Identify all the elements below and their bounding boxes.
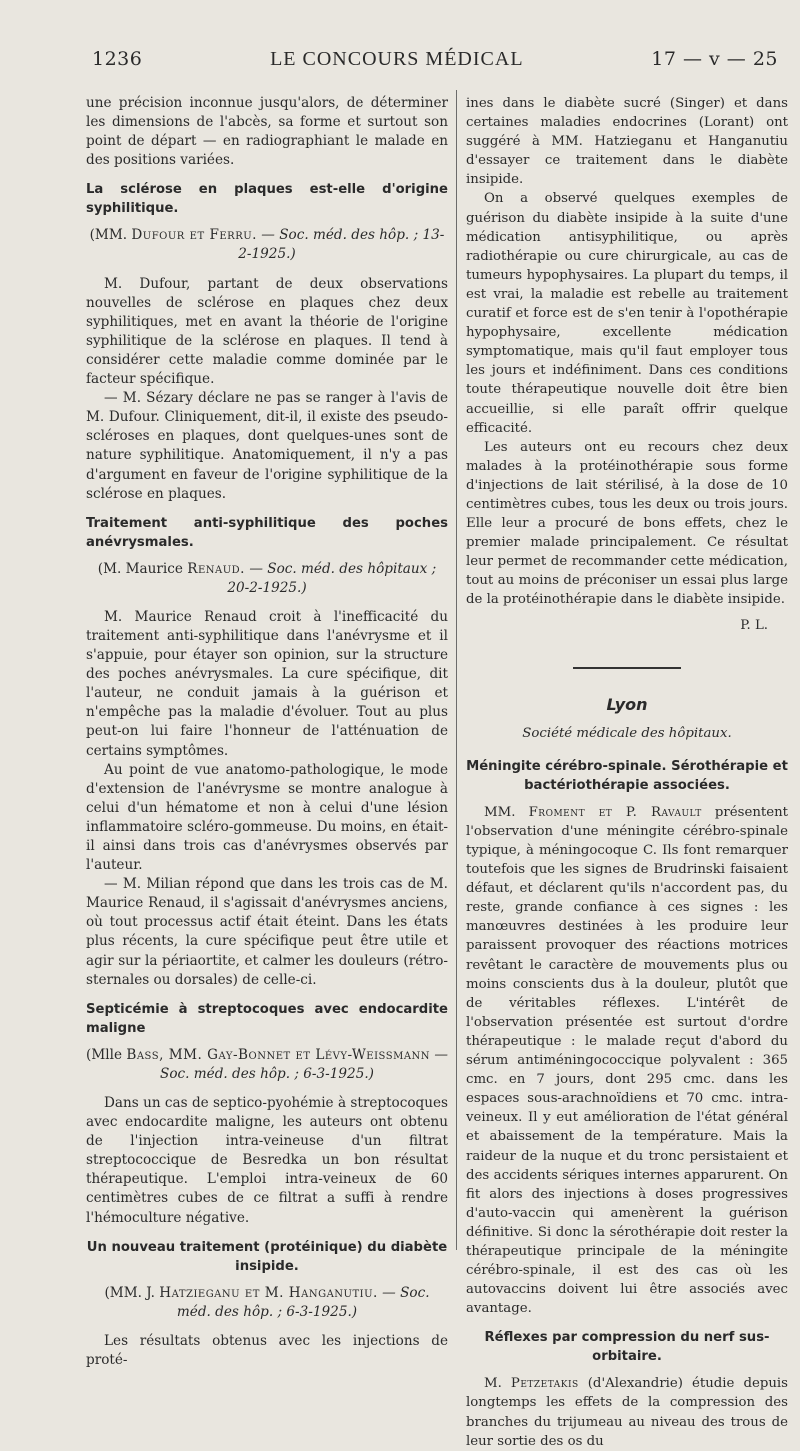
section-title-reflexes: Réflexes par compression du nerf sus-orbitaire. [484, 1330, 770, 1365]
city-heading: Lyon [606, 694, 648, 714]
section-separator [573, 667, 681, 669]
reference-septicemie: (Mlle Bass, MM. Gay-Bonnet et Lévy-Weissmann — Soc. méd. des hôp. ; 6-3-1925.) [86, 1046, 448, 1082]
reference-sclerose: (MM. Dufour et Ferru. — Soc. méd. des hôp. ; 13-2-1925.) [89, 227, 445, 263]
section-title-sclerose: La sclérose en plaques est-elle d'origine syphilitique. [86, 182, 448, 217]
issue-date: 17 — v — 25 [651, 48, 778, 70]
paragraph: — M. Milian répond que dans les trois cas de M. Maurice Renaud, il s'agissait d'anévrysmes anciens, où tout processus actif était éteint. Dans les états plus récents, la cure spécifique peut être utile et agir sur la périaortite, et calmer les douleurs (rétro-sternales ou dorsales) de celle-ci. [86, 876, 448, 988]
paragraph: Au point de vue anatomo-pathologique, le mode d'extension de l'anévrysme se montre analogue à celui d'un hématome et non à celui d'une lésion inflammatoire scléro-gommeuse. Du moins, en était-il ainsi dans trois cas d'anévrysmes observés par l'auteur. [86, 761, 448, 874]
section-title-diabete: Un nouveau traitement (protéinique) du diabète insipide. [86, 1239, 448, 1274]
paragraph: Les résultats obtenus avec les injections de proté- [86, 1332, 448, 1368]
society-heading: Société médicale des hôpitaux. [522, 725, 732, 741]
paragraph: Les auteurs ont eu recours chez deux malades à la protéinothérapie sous forme d'injections de lait stérilisé, à la dose de 10 centimètres cubes, tous les deux ou trois jours. Elle leur a procuré de bons effets, chez le premier malade principalement. Ce résultat leur permet de recommander cette médication, tout au moins de préconiser un essai plus large de la protéinothérapie dans le diabète insipide. [466, 439, 788, 608]
paragraph: On a observé quelques exemples de guérison du diabète insipide à la suite d'une médication antisyphilitique, ou après radiothérapie ou cure chirurgicale, au cas de tumeurs hypophysaires. La plupart du temps, il est vrai, la maladie est rebelle au traitement curatif et force est de s'en tenir à l'opothérapie hypophysaire, excellente médication symptomatique, mais qu'il faut employer tous les jours et indéfiniment. Dans ces conditions toute thérapeutique nouvelle doit être bien accueillie, si elle paraît offrir quelque efficacité. [466, 191, 788, 436]
paragraph: ines dans le diabète sucré (Singer) et dans certaines maladies endocrines (Lorant) ont suggéré à MM. Hatzieganu et Hanganutiu d'essayer ce traitement dans le diabète insipide. [466, 96, 788, 188]
right-column [466, 94, 788, 1451]
page-header [92, 44, 778, 74]
reference-anevrysme: (M. Maurice Renaud. — Soc. méd. des hôpitaux ; 20-2-1925.) [97, 560, 437, 596]
paragraph: M. Dufour, partant de deux observations nouvelles de sclérose en plaques chez deux syphilitiques, met en avant la théorie de l'origine syphilitique de la sclérose en plaques. Il tend à considérer cette maladie comme dominée par le facteur spécifique. [86, 275, 448, 388]
paragraph: Dans un cas de septico-pyohémie à streptocoques avec endocardite maligne, les auteurs ont obtenu de l'injection intra-veineuse d'un filtrat streptococcique de Besredka un bon résultat thérapeutique. L'emploi intra-veineux de 60 centimètres cubes de ce filtrat a suffi à rendre l'hémoculture négative. [86, 1094, 448, 1226]
signature: P. L. [740, 617, 768, 633]
paragraph: MM. Froment et P. Ravault présentent l'observation d'une méningite cérébro-spinale typique, à méningocoque C. Ils font remarquer toutefois que les signes de Brudrinski faisaient défaut, et déclarent qu'ils n'accordent pas, du reste, grande confiance à ces signes : les manœuvres destinées à les produire leur paraissent provoquer des réactions motrices revêtant le caractère de mouvements plus ou moins conscients dus à la douleur, plutôt que de véritables réflexes. L'intérêt de l'observation présentée est surtout d'ordre thérapeutique : le malade reçut d'abord du sérum antiméningococcique polyvalent : 365 cmc. en 7 jours, dont 295 cmc. dans les espaces sous-arachnoïdiens et 70 cmc. intra-veineux. Il y eut amélioration de l'état général et abaissement de la température. Mais la raideur de la nuque et du tronc persistaient et des accidents sériques internes apparurent. On fit alors des injections à doses progressives d'auto-vaccin qui amenèrent la guérison définitive. Si donc la sérothérapie doit rester la thérapeutique principale de la méningite cérébro-spinale, il est des cas où les autovaccins doivent lui être associés avec avantage. [466, 804, 789, 1317]
paragraph: M. Petzetakis (d'Alexandrie) étudie depuis longtemps les effets de la compression des branches du trijumeau au niveau des trous de leur sortie des os du [466, 1376, 788, 1449]
left-column [86, 94, 448, 1370]
paragraph: — M. Sézary déclare ne pas se ranger à l'avis de M. Dufour. Cliniquement, dit-il, il existe des pseudo-scléroses en plaques, dont quelques-unes sont de nature syphilitique. Anatomiquement, il n'y a pas d'argument en faveur de l'origine syphilitique de la sclérose en plaques. [86, 390, 448, 502]
section-title-anevrysme: Traitement anti-syphilitique des poches anévrysmales. [86, 515, 448, 550]
page-number: 1236 [92, 48, 143, 70]
column-divider [456, 90, 457, 1250]
section-title-septicemie: Septicémie à streptocoques avec endocardite maligne [86, 1001, 448, 1036]
section-title-meningite: Méningite cérébro-spinale. Sérothérapie et bactériothérapie associées. [466, 758, 788, 793]
paragraph: M. Maurice Renaud croit à l'inefficacité du traitement anti-syphilitique dans l'anévrysme et il s'appuie, pour étayer son opinion, sur la structure des poches anévrysmales. La cure spécifique, dit l'auteur, ne conduit jamais à la guérison et n'empêche pas la maladie d'évoluer. Tout au plus peut-on lui faire l'honneur de l'atténuation de certains symptômes. [86, 608, 448, 759]
reference-diabete: (MM. J. Hatzieganu et M. Hanganutiu. — Soc. méd. des hôp. ; 6-3-1925.) [104, 1284, 430, 1320]
journal-title: LE CONCOURS MÉDICAL [270, 47, 524, 70]
intro-paragraph: une précision inconnue jusqu'alors, de déterminer les dimensions de l'abcès, sa forme et surtout son point de départ — en radiographiant le malade en des positions variées. [86, 95, 448, 169]
